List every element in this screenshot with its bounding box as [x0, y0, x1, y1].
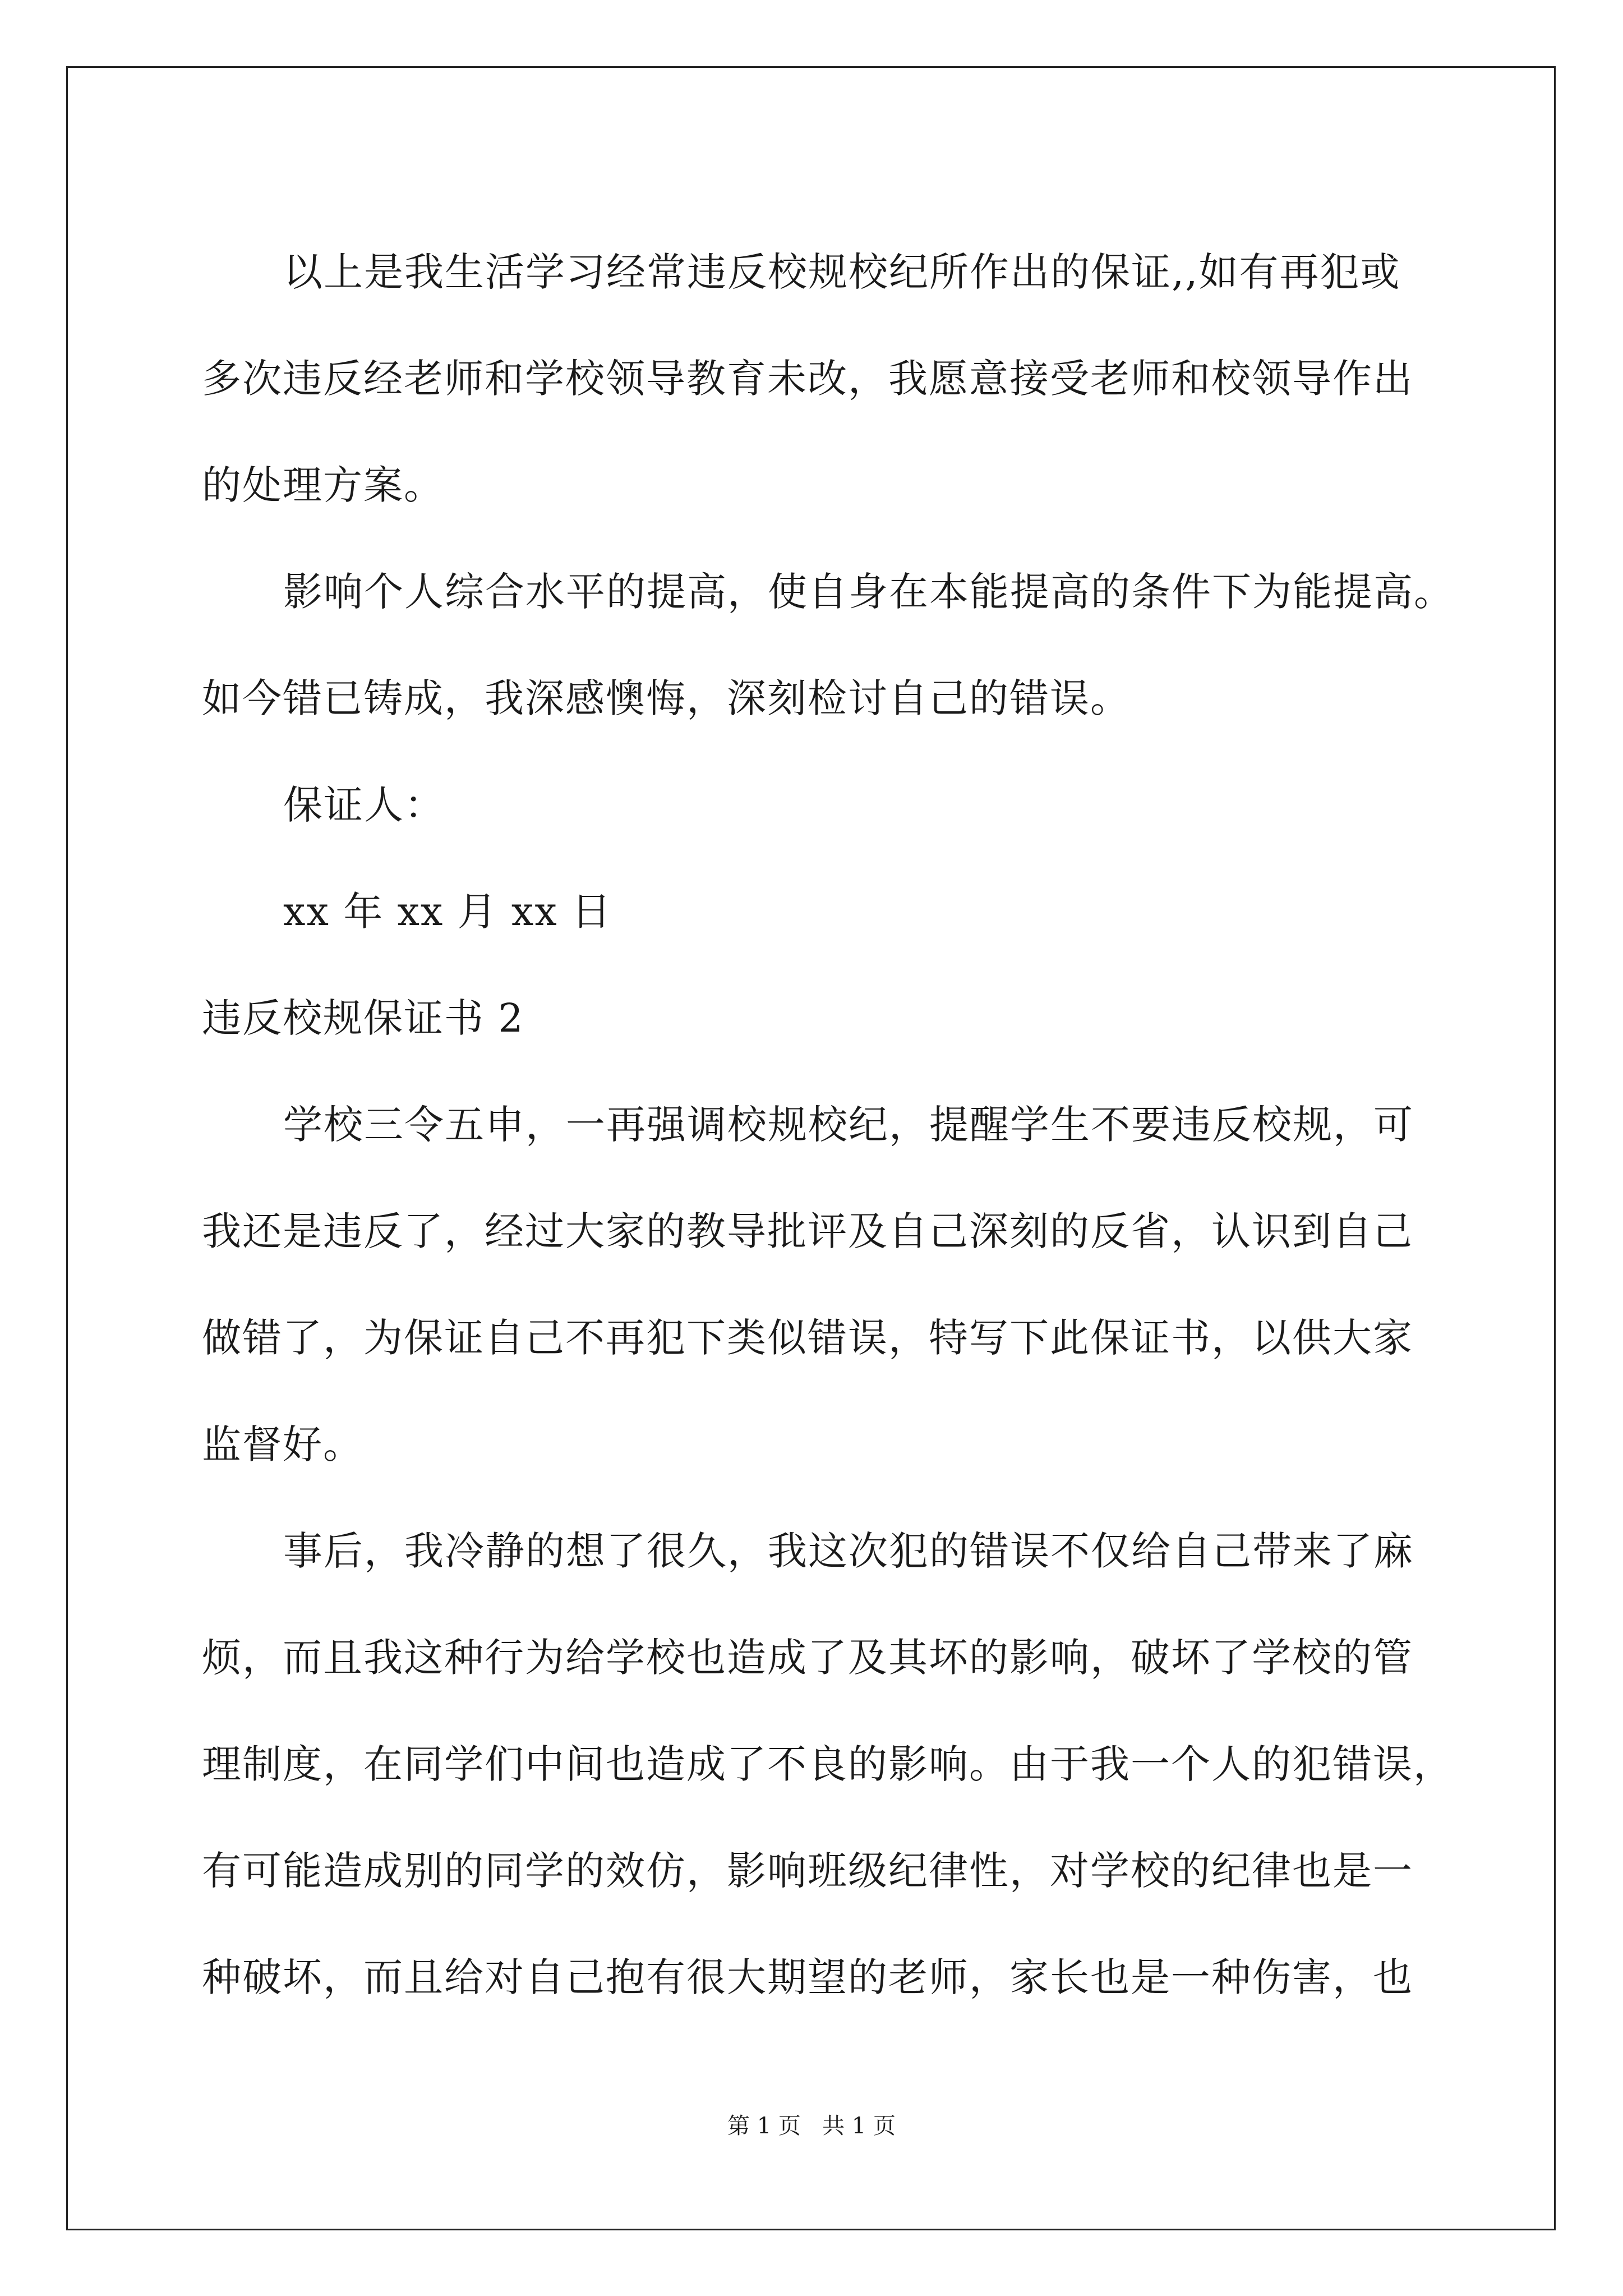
text-line: 烦，而且我这种行为给学校也造成了及其坏的影响，破坏了学校的管	[202, 1635, 1413, 1681]
text-line: 保证人：	[283, 782, 445, 828]
text-line: 学校三令五申，一再强调校规校纪，提醒学生不要违反校规，可	[283, 1102, 1414, 1148]
paragraph-school-rules	[202, 1071, 1436, 1498]
paragraph-regret	[202, 539, 1454, 752]
signature-line	[202, 752, 1436, 858]
text-line: 事后，我冷静的想了很久，我这次犯的错误不仅给自己带来了麻	[283, 1528, 1414, 1574]
section-title: 违反校规保证书 2	[202, 995, 524, 1041]
page-number-footer: 第 1 页 共 1 页	[727, 2113, 896, 2139]
text-line: 的处理方案。	[202, 462, 444, 508]
text-line: 监督好。	[202, 1421, 363, 1467]
text-line: 影响个人综合水平的提高，使自身在本能提高的条件下为能提高。	[283, 569, 1454, 615]
paragraph-reflection	[202, 1498, 1454, 2031]
text-line: xx 年 xx 月 xx 日	[283, 889, 612, 935]
text-line: 以上是我生活学习经常违反校规校纪所作出的保证,,如有再犯或	[283, 249, 1401, 295]
date-line	[202, 858, 1436, 965]
text-line: 种破坏，而且给对自己抱有很大期望的老师，家长也是一种伤害，也	[202, 1954, 1413, 2000]
text-line: 有可能造成别的同学的效仿，影响班级纪律性，对学校的纪律也是一	[202, 1848, 1413, 1894]
text-line: 做错了，为保证自己不再犯下类似错误，特写下此保证书，以供大家	[202, 1315, 1413, 1361]
text-line: 如今错已铸成，我深感懊悔，深刻检讨自己的错误。	[202, 675, 1131, 721]
paragraph-guarantee-statement	[202, 219, 1436, 539]
text-line: 多次违反经老师和学校领导教育未改，我愿意接受老师和校领导作出	[202, 356, 1413, 402]
text-line: 理制度，在同学们中间也造成了不良的影响。由于我一个人的犯错误，	[202, 1741, 1454, 1787]
text-line: 我还是违反了，经过大家的教导批评及自己深刻的反省，认识到自己	[202, 1208, 1413, 1254]
document-body	[202, 219, 1454, 2031]
